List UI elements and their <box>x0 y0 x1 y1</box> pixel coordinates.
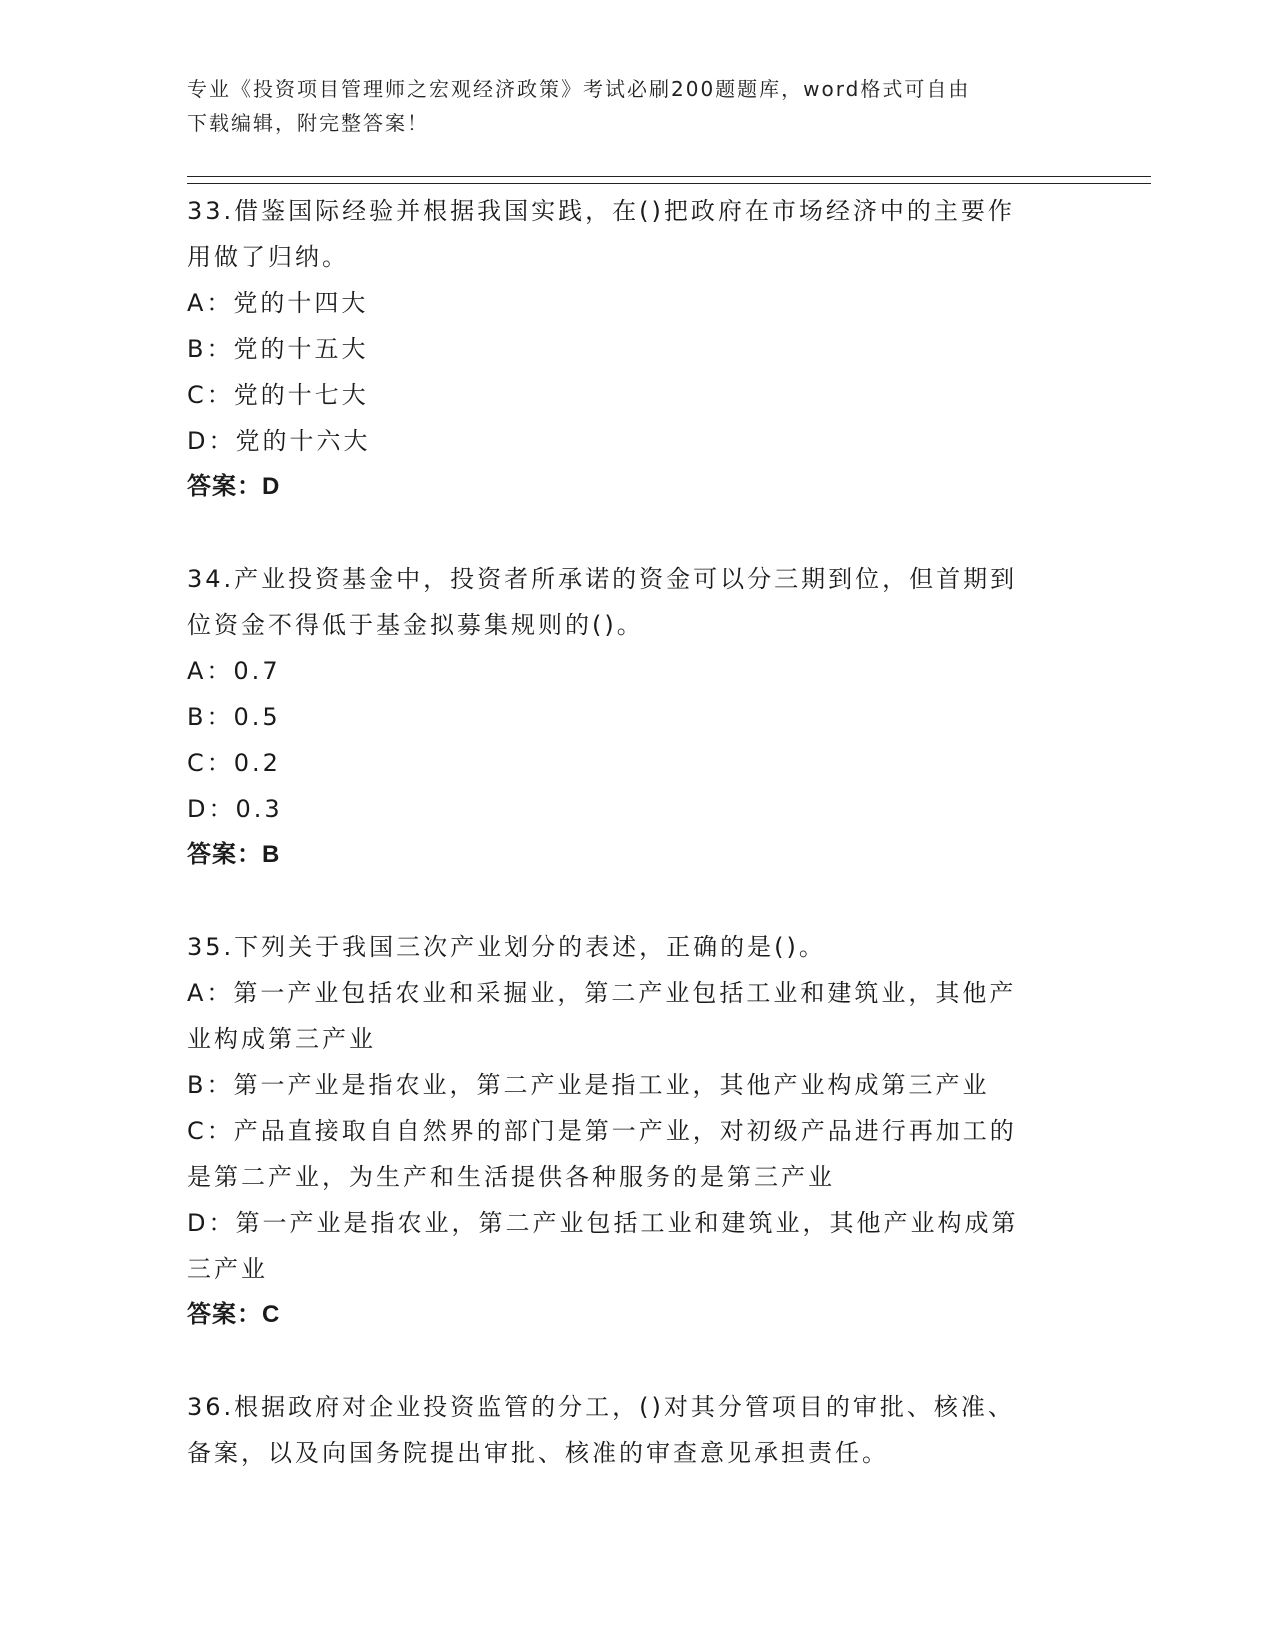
header-line-2: 下载编辑，附完整答案！ <box>187 111 429 135</box>
question-stem-line: 34.产业投资基金中，投资者所承诺的资金可以分三期到位，但首期到 <box>187 565 1018 593</box>
question-list <box>187 188 1087 1476</box>
document-header <box>187 72 1067 140</box>
question-gap <box>187 1338 1087 1384</box>
option-d-continued: 三产业 <box>187 1255 268 1283</box>
question-35 <box>187 924 1087 1338</box>
option-d: D：党的十六大 <box>187 427 371 455</box>
header-line-1: 专业《投资项目管理师之宏观经济政策》考试必刷200题题库，word格式可自由 <box>187 77 971 101</box>
answer-label: 答案：D <box>187 473 281 500</box>
question-34 <box>187 556 1087 878</box>
question-stem-line: 用做了归纳。 <box>187 243 349 271</box>
question-36 <box>187 1384 1087 1476</box>
question-stem-line: 35.下列关于我国三次产业划分的表述，正确的是()。 <box>187 933 826 961</box>
question-gap <box>187 878 1087 924</box>
question-stem-line: 36.根据政府对企业投资监管的分工，()对其分管项目的审批、核准、 <box>187 1393 1015 1421</box>
option-a-continued: 业构成第三产业 <box>187 1025 376 1053</box>
option-b: B：0.5 <box>187 703 281 731</box>
header-divider-bottom <box>187 183 1151 184</box>
question-stem-line: 备案，以及向国务院提出审批、核准的审查意见承担责任。 <box>187 1439 889 1467</box>
option-c: C：党的十七大 <box>187 381 369 409</box>
question-stem-line: 位资金不得低于基金拟募集规则的()。 <box>187 611 644 639</box>
option-c: C：0.2 <box>187 749 281 777</box>
question-gap <box>187 510 1087 556</box>
option-d: D：第一产业是指农业，第二产业包括工业和建筑业，其他产业构成第 <box>187 1209 1019 1237</box>
option-b: B：第一产业是指农业，第二产业是指工业，其他产业构成第三产业 <box>187 1071 990 1099</box>
question-stem-line: 33.借鉴国际经验并根据我国实践，在()把政府在市场经济中的主要作 <box>187 197 1015 225</box>
option-d: D：0.3 <box>187 795 283 823</box>
option-a: A：党的十四大 <box>187 289 369 317</box>
option-c: C：产品直接取自自然界的部门是第一产业，对初级产品进行再加工的 <box>187 1117 1017 1145</box>
option-a: A：第一产业包括农业和采掘业，第二产业包括工业和建筑业，其他产 <box>187 979 1017 1007</box>
option-b: B：党的十五大 <box>187 335 369 363</box>
option-a: A：0.7 <box>187 657 281 685</box>
option-c-continued: 是第二产业，为生产和生活提供各种服务的是第三产业 <box>187 1163 835 1191</box>
header-divider-top <box>187 176 1151 177</box>
answer-label: 答案：C <box>187 1301 281 1328</box>
question-33 <box>187 188 1087 510</box>
answer-label: 答案：B <box>187 841 281 868</box>
